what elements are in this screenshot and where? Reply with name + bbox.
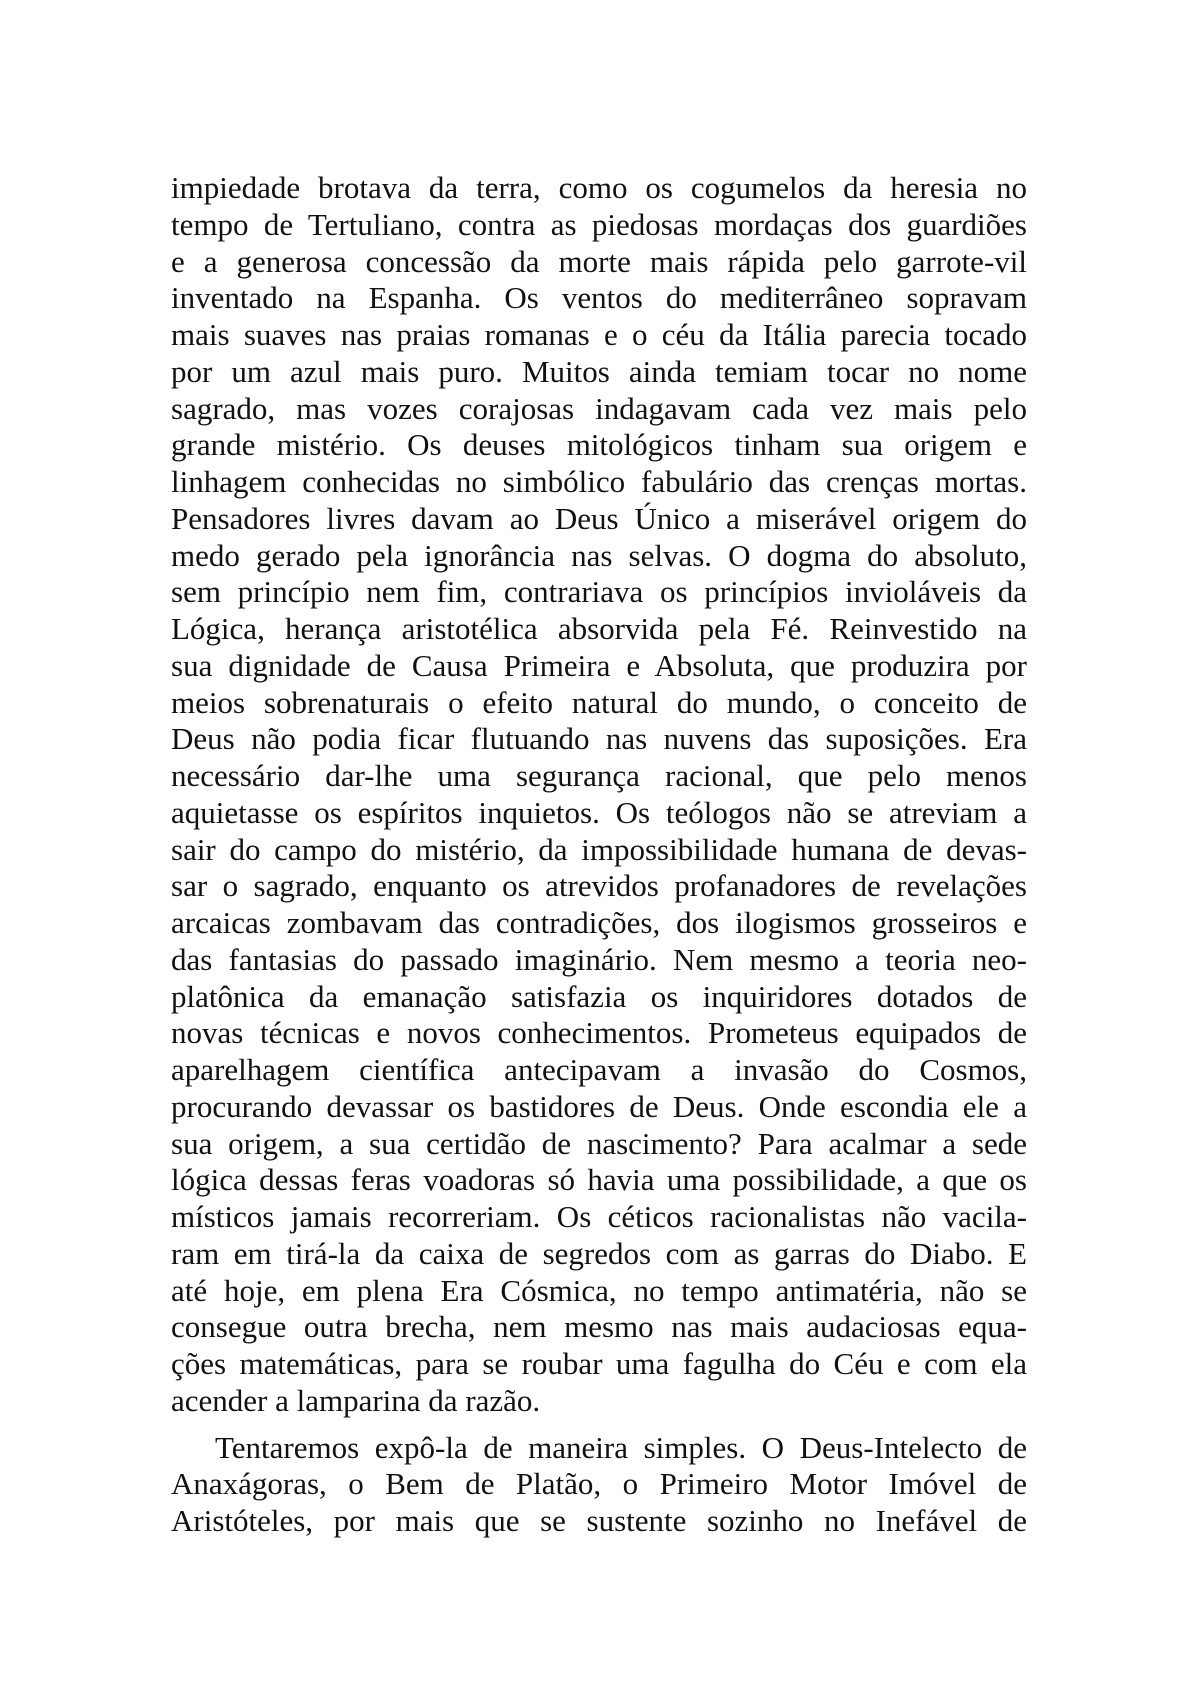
text-line: meios sobrenaturais o efeito natural do mundo, o conceito de	[171, 684, 1027, 720]
text-line: até hoje, em plena Era Cósmica, no tempo antimatéria, não se	[171, 1272, 1027, 1308]
paragraph-spacer	[171, 1420, 1027, 1430]
text-line: ções matemáticas, para se roubar uma fagulha do Céu e com ela	[171, 1346, 1027, 1381]
text-line: por um azul mais puro. Muitos ainda temiam tocar no nome	[171, 353, 1027, 389]
text-line: aquietasse os espíritos inquietos. Os teólogos não se atreviam a	[171, 794, 1027, 830]
text-line: e a generosa concessão da morte mais rápida pelo garrote-vil	[171, 243, 1027, 279]
text-line: mais suaves nas praias romanas e o céu da Itália parecia tocado	[171, 317, 1027, 352]
text-line: das fantasias do passado imaginário. Nem mesmo a teoria neo-	[171, 941, 1027, 977]
text-line: impiedade brotava da terra, como os cogumelos da heresia no	[171, 170, 1027, 205]
text-line: linhagem conhecidas no simbólico fabulário das crenças mortas.	[171, 464, 1027, 499]
paragraph-2	[171, 1430, 1027, 1540]
text-line: sua dignidade de Causa Primeira e Absoluta, que produzira por	[171, 647, 1027, 683]
text-line: arcaicas zombavam das contradições, dos ilogismos grosseiros e	[171, 905, 1027, 940]
text-line: sair do campo do mistério, da impossibilidade humana de devas-	[171, 831, 1027, 867]
text-line: Lógica, herança aristotélica absorvida pela Fé. Reinvestido na	[171, 611, 1027, 646]
text-line: inventado na Espanha. Os ventos do mediterrâneo sopravam	[171, 280, 1027, 316]
text-line: lógica dessas feras voadoras só havia uma possibilidade, a que os	[171, 1162, 1027, 1198]
text-line: acender a lamparina da razão.	[171, 1382, 541, 1418]
text-line: aparelhagem científica antecipavam a invasão do Cosmos,	[171, 1052, 1027, 1087]
text-line: Deus não podia ficar flutuando nas nuvens das suposições. Era	[171, 721, 1027, 757]
text-line: sua origem, a sua certidão de nascimento? Para acalmar a sede	[171, 1125, 1027, 1161]
text-line: místicos jamais recorreriam. Os céticos racionalistas não vacila-	[171, 1199, 1027, 1234]
text-line: Pensadores livres davam ao Deus Único a miserável origem do	[171, 500, 1027, 536]
text-line: grande mistério. Os deuses mitológicos tinham sua origem e	[171, 427, 1027, 463]
paragraph-1	[171, 170, 1027, 1420]
text-line: medo gerado pela ignorância nas selvas. O dogma do absoluto,	[171, 537, 1027, 573]
text-line: Tentaremos expô-la de maneira simples. O Deus-Intelecto de	[215, 1429, 1027, 1465]
text-line: tempo de Tertuliano, contra as piedosas mordaças dos guardiões	[171, 206, 1027, 242]
text-line: ram em tirá-la da caixa de segredos com as garras do Diabo. E	[171, 1235, 1027, 1271]
text-line: Anaxágoras, o Bem de Platão, o Primeiro Motor Imóvel de	[171, 1466, 1027, 1502]
text-line: procurando devassar os bastidores de Deus. Onde escondia ele a	[171, 1088, 1027, 1124]
body-text	[171, 170, 1027, 1540]
text-line: platônica da emanação satisfazia os inquiridores dotados de	[171, 978, 1027, 1014]
text-line: necessário dar-lhe uma segurança racional, que pelo menos	[171, 758, 1027, 793]
text-line: sagrado, mas vozes corajosas indagavam cada vez mais pelo	[171, 390, 1027, 426]
text-line: sar o sagrado, enquanto os atrevidos profanadores de revelações	[171, 868, 1027, 904]
text-line: Aristóteles, por mais que se sustente sozinho no Inefável de	[171, 1503, 1027, 1538]
text-line: sem princípio nem fim, contrariava os princípios invioláveis da	[171, 574, 1027, 610]
text-line: novas técnicas e novos conhecimentos. Prometeus equipados de	[171, 1015, 1027, 1051]
text-line: consegue outra brecha, nem mesmo nas mais audaciosas equa-	[171, 1309, 1027, 1345]
